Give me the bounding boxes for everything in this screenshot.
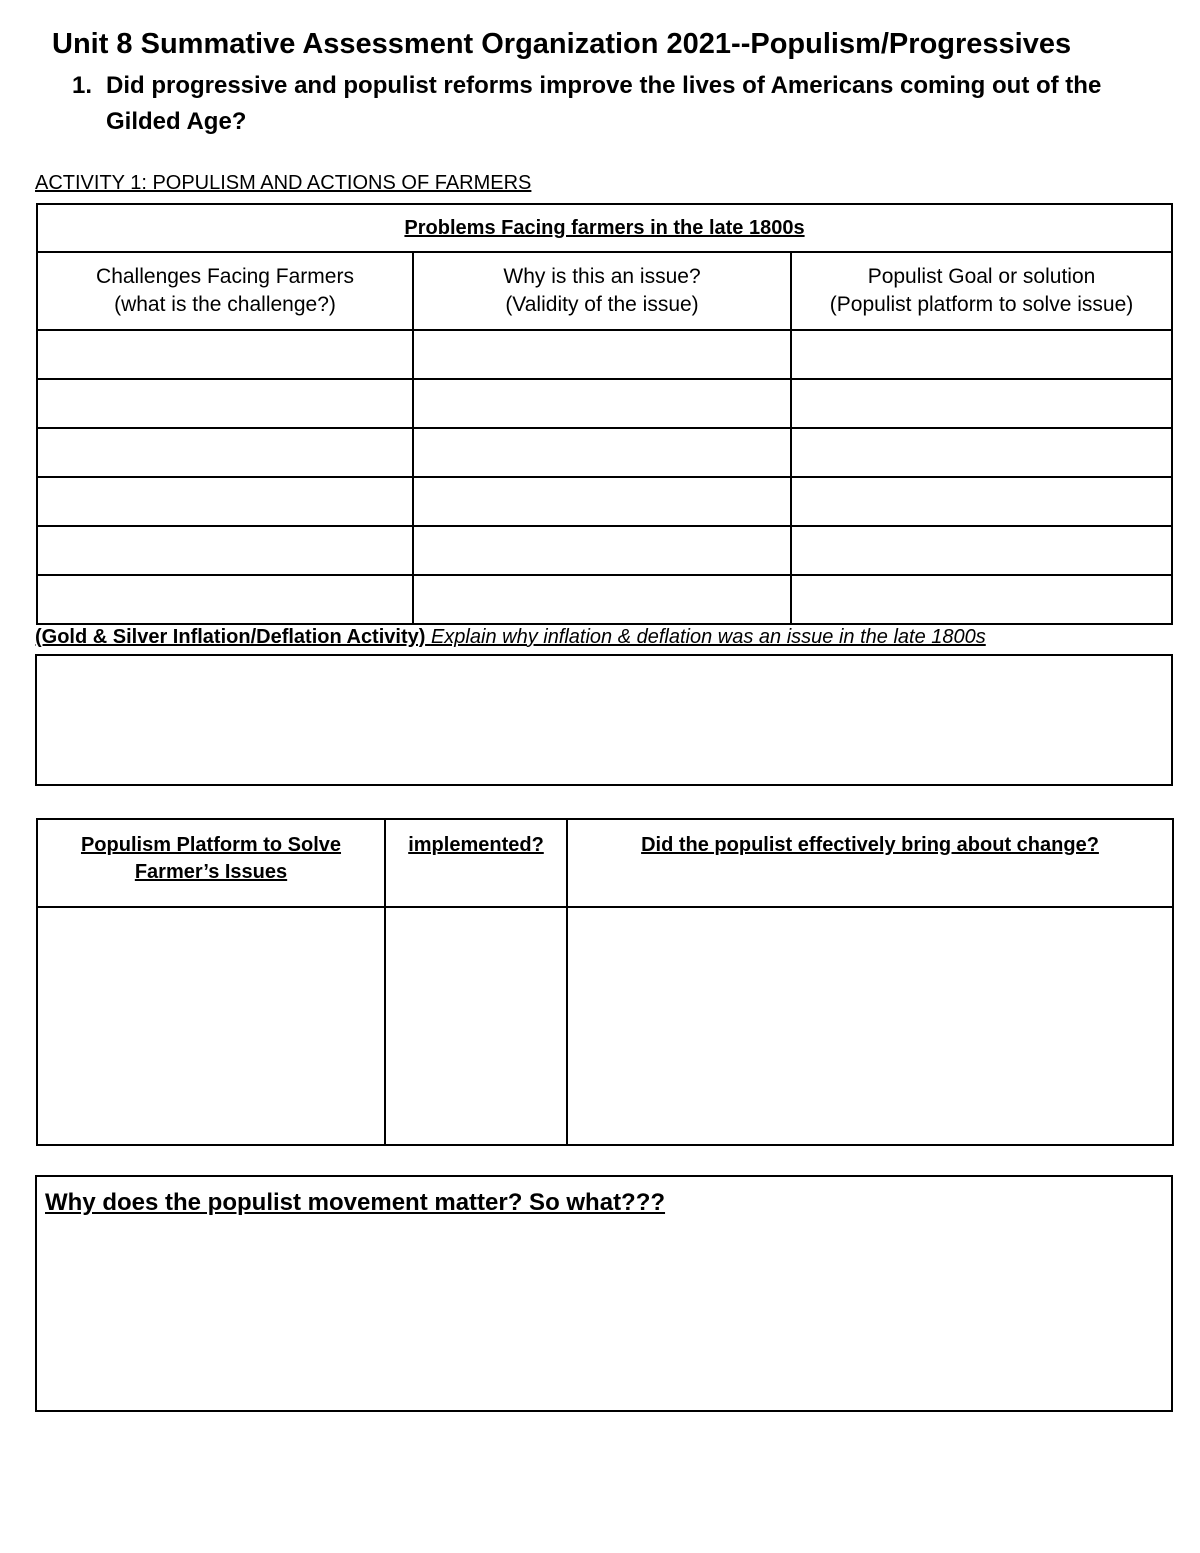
table-row bbox=[37, 330, 1172, 379]
column-header-line: Challenges Facing Farmers bbox=[96, 265, 354, 288]
answer-cell[interactable] bbox=[413, 428, 791, 477]
column-header-effective-change: Did the populist effectively bring about change? bbox=[567, 819, 1173, 907]
answer-cell[interactable] bbox=[413, 379, 791, 428]
answer-cell[interactable] bbox=[37, 575, 413, 624]
page-title: Unit 8 Summative Assessment Organization 2021--Populism/Progressives bbox=[52, 28, 1072, 60]
answer-cell[interactable] bbox=[791, 428, 1172, 477]
answer-cell[interactable] bbox=[413, 330, 791, 379]
column-header-populist-goal bbox=[791, 252, 1172, 330]
answer-cell[interactable] bbox=[791, 575, 1172, 624]
matter-question: Why does the populist movement matter? So what??? bbox=[45, 1189, 666, 1216]
answer-cell[interactable] bbox=[413, 526, 791, 575]
question-number: 1. bbox=[72, 72, 93, 99]
column-header-subline: (Populist platform to solve issue) bbox=[829, 293, 1134, 316]
column-header-subline: (Validity of the issue) bbox=[505, 293, 699, 316]
activity-heading: ACTIVITY 1: POPULISM AND ACTIONS OF FARMERS bbox=[35, 172, 532, 194]
column-header-implemented: implemented? bbox=[385, 819, 567, 907]
inflation-activity-heading bbox=[35, 626, 986, 649]
answer-cell[interactable] bbox=[791, 379, 1172, 428]
table-row bbox=[37, 526, 1172, 575]
inflation-activity-prompt: Explain why inflation & deflation was an issue in the late 1800s bbox=[430, 626, 986, 648]
answer-cell[interactable] bbox=[791, 477, 1172, 526]
answer-cell[interactable] bbox=[791, 526, 1172, 575]
table-row bbox=[37, 575, 1172, 624]
answer-cell[interactable] bbox=[37, 330, 413, 379]
column-header-line: Populist Goal or solution bbox=[867, 265, 1096, 288]
answer-cell[interactable] bbox=[413, 477, 791, 526]
table-row bbox=[37, 907, 1173, 1145]
answer-cell[interactable] bbox=[37, 907, 385, 1145]
answer-cell[interactable] bbox=[567, 907, 1173, 1145]
inflation-activity-label: (Gold & Silver Inflation/Deflation Activity) bbox=[35, 626, 426, 648]
answer-cell[interactable] bbox=[37, 526, 413, 575]
problems-table bbox=[36, 203, 1173, 625]
column-header-line: Why is this an issue? bbox=[503, 265, 701, 288]
answer-cell[interactable] bbox=[37, 477, 413, 526]
table-row bbox=[37, 428, 1172, 477]
problems-table-caption: Problems Facing farmers in the late 1800s bbox=[37, 204, 1172, 252]
matter-answer-box[interactable] bbox=[35, 1175, 1173, 1412]
inflation-answer-box[interactable] bbox=[35, 654, 1173, 786]
column-header-why-issue bbox=[413, 252, 791, 330]
answer-cell[interactable] bbox=[37, 428, 413, 477]
essential-question bbox=[72, 68, 1182, 140]
column-header-subline: (what is the challenge?) bbox=[114, 293, 336, 316]
table-row bbox=[37, 379, 1172, 428]
answer-cell[interactable] bbox=[385, 907, 567, 1145]
table-row bbox=[37, 477, 1172, 526]
question-text: Did progressive and populist reforms improve the lives of Americans coming out of the Gilded Age? bbox=[106, 72, 1102, 135]
answer-cell[interactable] bbox=[413, 575, 791, 624]
column-header-platform: Populism Platform to Solve Farmer’s Issues bbox=[37, 819, 385, 907]
answer-cell[interactable] bbox=[791, 330, 1172, 379]
answer-cell[interactable] bbox=[37, 379, 413, 428]
column-header-challenges bbox=[37, 252, 413, 330]
platform-table bbox=[36, 818, 1174, 1146]
